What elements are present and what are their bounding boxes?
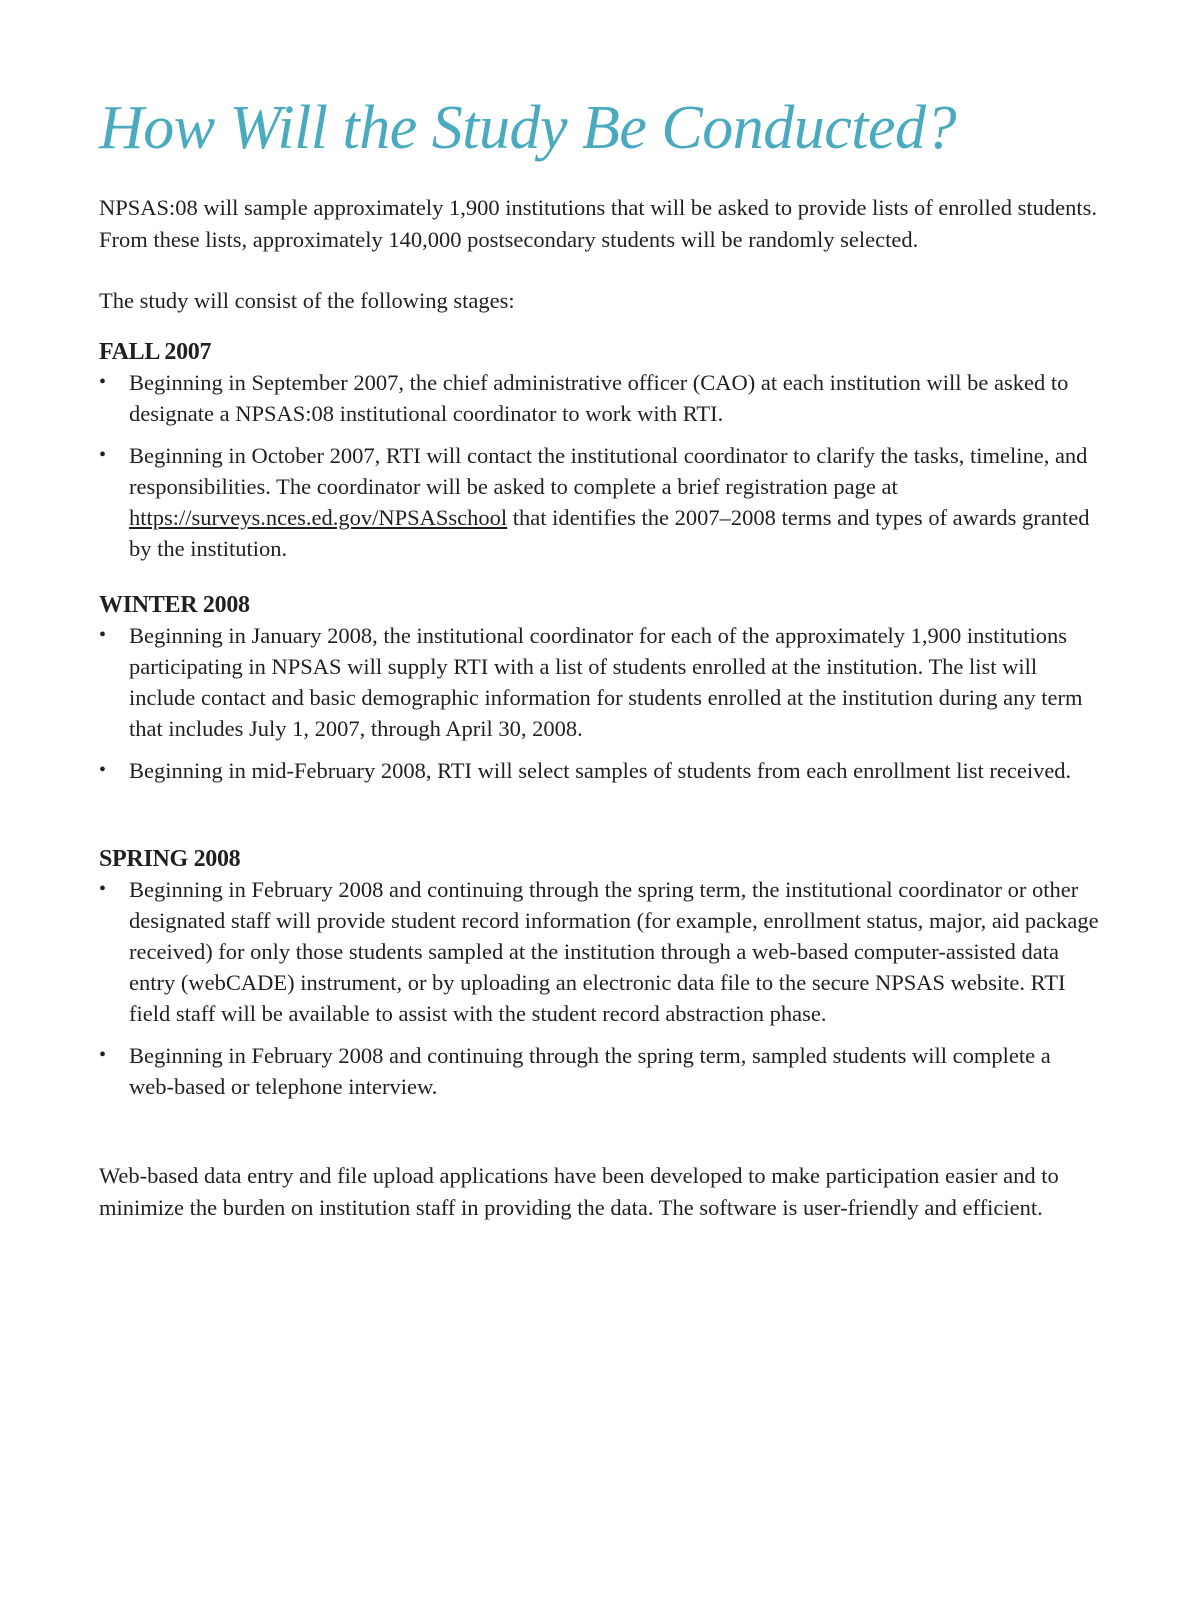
list-item-text: Beginning in January 2008, the institutional coordinator for each of the approximately 1,900 institutions participating in NPSAS will supply RTI with a list of students enrolled at the institution. The list will include contact and basic demographic information for students enrolled at the institution during any term that includes July 1, 2007, through April 30, 2008. xyxy=(129,623,1083,741)
stages-intro: The study will consist of the following stages: xyxy=(99,288,515,313)
bullet-icon: • xyxy=(99,444,107,466)
list-item xyxy=(99,440,1099,564)
bullet-list xyxy=(99,874,1099,1102)
list-item xyxy=(99,620,1099,744)
bullet-icon: • xyxy=(99,878,107,900)
bullet-icon: • xyxy=(99,1044,107,1066)
list-item-text: Beginning in February 2008 and continuing through the spring term, sampled students will complete a web-based or telephone interview. xyxy=(129,1043,1051,1099)
list-item xyxy=(99,755,1099,786)
registration-link[interactable]: https://surveys.nces.ed.gov/NPSASschool xyxy=(129,505,508,530)
bullet-icon: • xyxy=(99,759,107,781)
section-fall-2007 xyxy=(99,337,1099,575)
list-item-text: Beginning in February 2008 and continuing through the spring term, the institutional coordinator or other designated staff will provide student record information (for example, enrollment status, major, aid package received) for only those students sampled at the institution through a web-based computer-assisted data entry (webCADE) instrument, or by uploading an electronic data file to the secure NPSAS website. RTI field staff will be available to assist with the student record abstraction phase. xyxy=(129,877,1099,1026)
list-item xyxy=(99,1040,1099,1102)
list-item xyxy=(99,874,1099,1029)
bullet-icon: • xyxy=(99,624,107,646)
section-heading: SPRING 2008 xyxy=(99,846,241,872)
section-winter-2008 xyxy=(99,590,1099,797)
intro-paragraph: NPSAS:08 will sample approximately 1,900 institutions that will be asked to provide lists of enrolled students. From these lists, approximately 140,000 postsecondary students will be randomly selected. xyxy=(99,195,1098,252)
list-item-text: Beginning in September 2007, the chief administrative officer (CAO) at each institution will be asked to designate a NPSAS:08 institutional coordinator to work with RTI. xyxy=(129,370,1069,426)
closing-paragraph: Web-based data entry and file upload applications have been developed to make participation easier and to minimize the burden on institution staff in providing the data. The software is user-friendly and efficient. xyxy=(99,1163,1059,1220)
list-item-text: Beginning in October 2007, RTI will contact the institutional coordinator to clarify the tasks, timeline, and responsibilities. The coordinator will be asked to complete a brief registration page at xyxy=(129,443,1088,499)
list-item-text: that identifies the 2007–2008 terms and types of awards granted by the institution. xyxy=(129,505,1090,561)
list-item xyxy=(99,367,1099,429)
list-item-text: Beginning in mid-February 2008, RTI will select samples of students from each enrollment list received. xyxy=(129,758,1072,783)
section-spring-2008 xyxy=(99,844,1099,1113)
page-title: How Will the Study Be Conducted? xyxy=(99,94,957,162)
section-heading: WINTER 2008 xyxy=(99,592,250,618)
section-heading: FALL 2007 xyxy=(99,339,212,365)
bullet-list xyxy=(99,367,1099,564)
bullet-list xyxy=(99,620,1099,786)
bullet-icon: • xyxy=(99,371,107,393)
